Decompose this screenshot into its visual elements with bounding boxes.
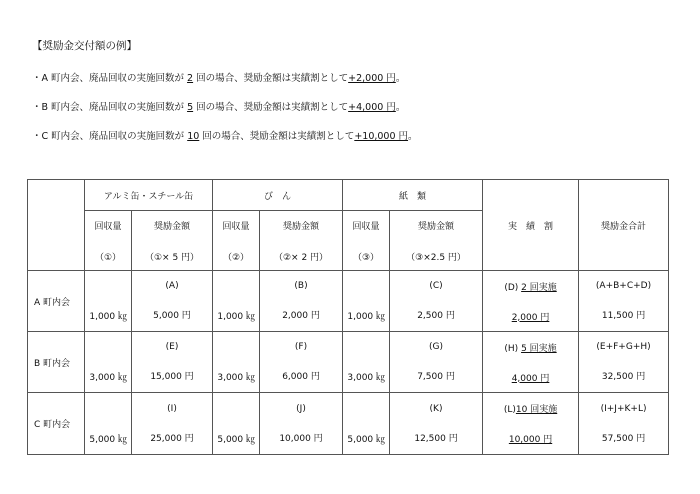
total-cell: (E+F+G+H) 32,500 円	[579, 332, 669, 393]
total-cell: (A+B+C+D) 11,500 円	[579, 271, 669, 332]
amount-cell: (F) 6,000 円	[260, 332, 343, 393]
group-bottles: び ん	[213, 180, 343, 211]
amount-cell: (B) 2,000 円	[260, 271, 343, 332]
group-cans: アルミ缶・スチール缶	[85, 180, 213, 211]
amount-cell: (E) 15,000 円	[132, 332, 213, 393]
jisseki-cell: (L)10 回実施 10,000 円	[483, 393, 579, 455]
row-label: C 町内会	[28, 393, 85, 455]
jisseki-cell: (D) 2 回実施 2,000 円	[483, 271, 579, 332]
table-row	[28, 271, 669, 332]
example-b: ・B 町内会、廃品回収の実施回数が 5 回の場合、奨励金額は実績割として+4,000 円。	[32, 102, 406, 113]
jisseki-header: 実 績 割	[483, 180, 579, 271]
jisseki-cell: (H) 5 回実施 4,000 円	[483, 332, 579, 393]
amount-cell: (J) 10,000 円	[260, 393, 343, 455]
total-header: 奨励金合計	[579, 180, 669, 271]
g2-qty-header: 回収量 （②）	[213, 211, 260, 271]
qty-cell: 5,000 ㎏	[343, 393, 390, 455]
g2-amt-header: 奨励金額 （②× 2 円）	[260, 211, 343, 271]
total-cell: (I+J+K+L) 57,500 円	[579, 393, 669, 455]
qty-cell: 5,000 ㎏	[85, 393, 132, 455]
example-c: ・C 町内会、廃品回収の実施回数が 10 回の場合、奨励金額は実績割として+10,000 円。	[32, 131, 418, 142]
heading: 【奨励金交付額の例】	[32, 40, 137, 52]
table-row	[28, 393, 669, 455]
qty-cell: 1,000 ㎏	[213, 271, 260, 332]
group-paper: 紙 類	[343, 180, 483, 211]
qty-cell: 1,000 ㎏	[85, 271, 132, 332]
amount-cell: (C) 2,500 円	[390, 271, 483, 332]
g3-qty-header: 回収量 （③）	[343, 211, 390, 271]
amount-cell: (I) 25,000 円	[132, 393, 213, 455]
g1-amt-header: 奨励金額 （①× 5 円）	[132, 211, 213, 271]
qty-cell: 5,000 ㎏	[213, 393, 260, 455]
g1-qty-header: 回収量 （①）	[85, 211, 132, 271]
qty-cell: 3,000 ㎏	[85, 332, 132, 393]
qty-cell: 3,000 ㎏	[343, 332, 390, 393]
grant-table	[27, 179, 669, 455]
qty-cell: 3,000 ㎏	[213, 332, 260, 393]
amount-cell: (K) 12,500 円	[390, 393, 483, 455]
row-label: B 町内会	[28, 332, 85, 393]
example-a: ・A 町内会、廃品回収の実施回数が 2 回の場合、奨励金額は実績割として+2,000 円。	[32, 73, 406, 84]
row-label: A 町内会	[28, 271, 85, 332]
table-row	[28, 332, 669, 393]
corner-cell	[28, 180, 85, 271]
g3-amt-header: 奨励金額 （③×2.5 円）	[390, 211, 483, 271]
qty-cell: 1,000 ㎏	[343, 271, 390, 332]
amount-cell: (G) 7,500 円	[390, 332, 483, 393]
amount-cell: (A) 5,000 円	[132, 271, 213, 332]
